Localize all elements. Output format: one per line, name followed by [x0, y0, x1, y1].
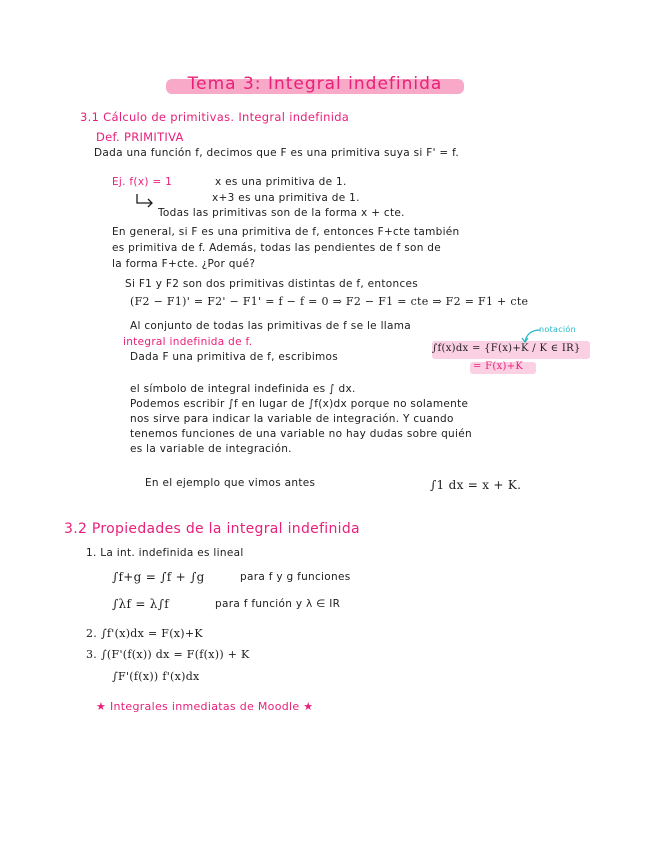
- example-line: x es una primitiva de 1.: [215, 176, 347, 188]
- paragraph-line: Podemos escribir ∫f en lugar de ∫f(x)dx porque no solamente: [130, 398, 469, 410]
- integral-definition-formula: ∫f(x)dx = {F(x)+K / K ∈ IR}: [432, 343, 581, 354]
- moodle-note: ★ Integrales inmediatas de Moodle ★: [96, 700, 314, 713]
- property-formula: ∫F'(f(x)) f'(x)dx: [112, 670, 200, 683]
- property-item: 2. ∫f'(x)dx = F(x)+K: [86, 627, 203, 640]
- example-line: En el ejemplo que vimos antes: [145, 477, 316, 489]
- definition-text: Dada una función f, decimos que F es una primitiva suya si F' = f.: [94, 147, 460, 159]
- paragraph-line: En general, si F es una primitiva de f, entonces F+cte también: [112, 226, 460, 238]
- notation-annotation: notación: [539, 325, 576, 334]
- paragraph-line: tenemos funciones de una variable no hay dudas sobre quién: [130, 428, 472, 440]
- section-heading-3-1: 3.1 Cálculo de primitivas. Integral indefinida: [80, 110, 350, 124]
- property-formula: ∫λf = λ∫f: [112, 597, 169, 611]
- annotation-arrow-icon: [521, 327, 543, 345]
- property-condition: para f y g funciones: [240, 571, 351, 583]
- arrow-icon: [134, 193, 156, 209]
- section-heading-3-2: 3.2 Propiedades de la integral indefinida: [64, 521, 360, 537]
- paragraph-line: es la variable de integración.: [130, 443, 292, 455]
- proof-formula: (F2 − F1)' = F2' − F1' = f − f = 0 ⇒ F2 − F1 = cte ⇒ F2 = F1 + cte: [130, 295, 529, 308]
- paragraph-line: la forma F+cte. ¿Por qué?: [112, 258, 256, 270]
- paragraph-line: es primitiva de f. Además, todas las pendientes de f son de: [112, 242, 442, 254]
- property-condition: para f función y λ ∈ IR: [215, 598, 341, 610]
- property-item: 3. ∫(F'(f(x)) dx = F(f(x)) + K: [86, 648, 250, 661]
- property-formula: ∫f+g = ∫f + ∫g: [112, 570, 205, 584]
- page-title: Tema 3: Integral indefinida: [170, 74, 460, 96]
- definition-title: Def. PRIMITIVA: [96, 130, 184, 144]
- proof-line: Si F1 y F2 son dos primitivas distintas de f, entonces: [125, 278, 419, 290]
- paragraph-line: Al conjunto de todas las primitivas de f se le llama: [130, 320, 412, 332]
- example-line: Todas las primitivas son de la forma x + cte.: [158, 207, 405, 219]
- example-label: Ej. f(x) = 1: [112, 176, 173, 188]
- example-formula: ∫1 dx = x + K.: [430, 478, 522, 492]
- property-item: 1. La int. indefinida es lineal: [86, 547, 244, 559]
- paragraph-line: nos sirve para indicar la variable de integración. Y cuando: [130, 413, 454, 425]
- paragraph-line: el símbolo de integral indefinida es ∫ dx.: [130, 383, 356, 395]
- paragraph-line: Dada F una primitiva de f, escribimos: [130, 351, 339, 363]
- example-line: x+3 es una primitiva de 1.: [212, 192, 360, 204]
- integral-definition-result: = F(x)+K: [473, 361, 524, 372]
- highlighted-term: integral indefinida de f.: [123, 336, 253, 348]
